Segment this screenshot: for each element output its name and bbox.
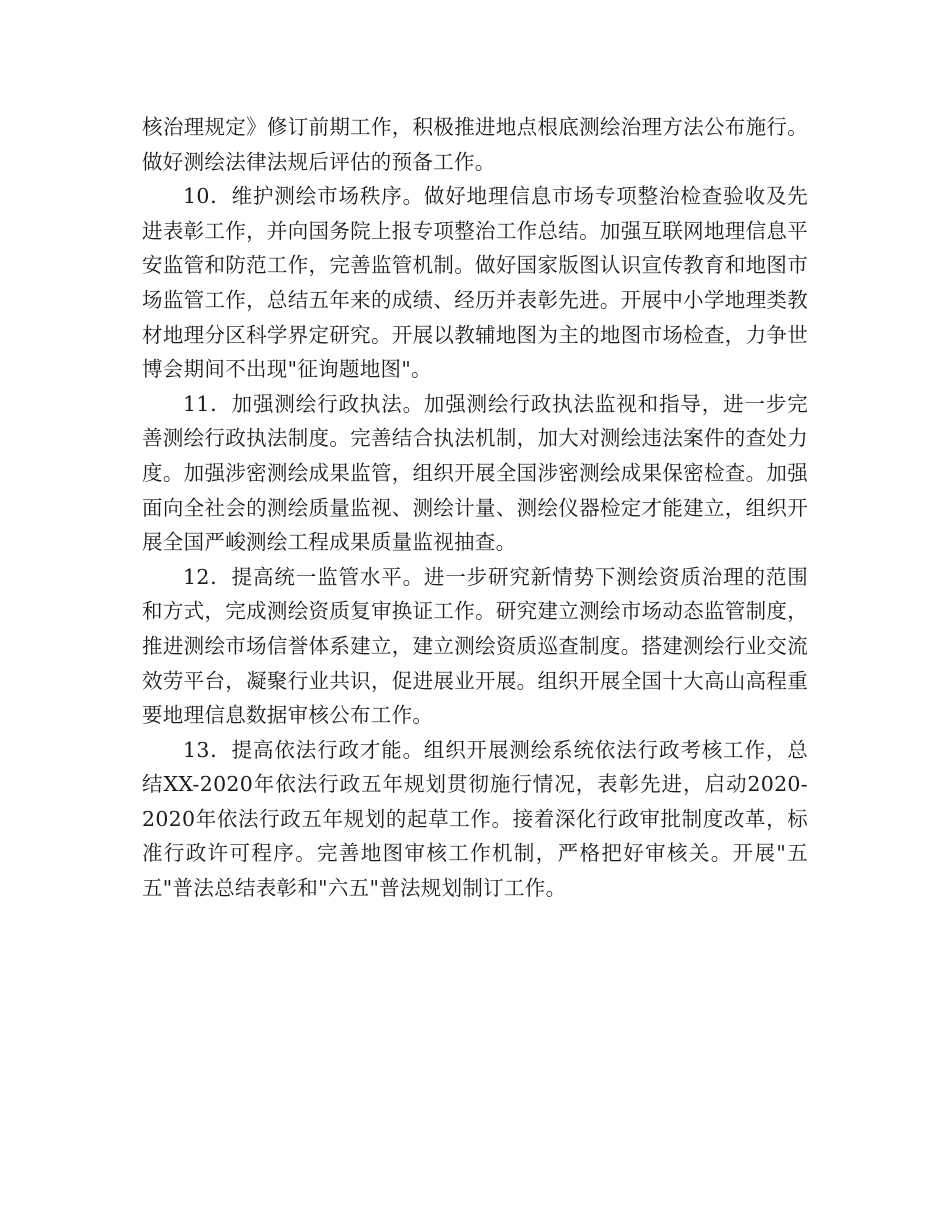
paragraph-item-12: 12．提高统一监管水平。进一步研究新情势下测绘资质治理的范围和方式，完成测绘资质复审换证工作。研究建立测绘市场动态监管制度，推进测绘市场信誉体系建立，建立测绘资质巡查制度。搭建测绘行业交流效劳平台，凝聚行业共识，促进展业开展。组织开展全国十大高山高程重要地理信息数据审核公布工作。 <box>142 564 808 728</box>
paragraph-item-13: 13．提高依法行政才能。组织开展测绘系统依法行政考核工作，总结XX-2020年依法行政五年规划贯彻施行情况，表彰先进，启动2020-2020年依法行政五年规划的起草工作。接着深化行政审批制度改革，标准行政许可程序。完善地图审核工作机制，严格把好审核关。开展"五五"普法总结表彰和"六五"普法规划制订工作。 <box>142 737 808 901</box>
paragraph-item-10: 10．维护测绘市场秩序。做好地理信息市场专项整治检查验收及先进表彰工作，并向国务院上报专项整治工作总结。加强互联网地理信息平安监管和防范工作，完善监管机制。做好国家版图认识宣传教育和地图市场监管工作，总结五年来的成绩、经历并表彰先进。开展中小学地理类教材地理分区科学界定研究。开展以教辅地图为主的地图市场检查，力争世博会期间不出现"征询题地图"。 <box>142 184 808 382</box>
paragraph-item-11: 11．加强测绘行政执法。加强测绘行政执法监视和指导，进一步完善测绘行政执法制度。完善结合执法机制，加大对测绘违法案件的查处力度。加强涉密测绘成果监管，组织开展全国涉密测绘成果保密检查。加强面向全社会的测绘质量监视、测绘计量、测绘仪器检定才能建立，组织开展全国严峻测绘工程成果质量监视抽查。 <box>142 391 808 555</box>
document-body <box>142 110 808 906</box>
paragraph-continuation: 核治理规定》修订前期工作，积极推进地点根底测绘治理方法公布施行。做好测绘法律法规后评估的预备工作。 <box>142 115 808 174</box>
